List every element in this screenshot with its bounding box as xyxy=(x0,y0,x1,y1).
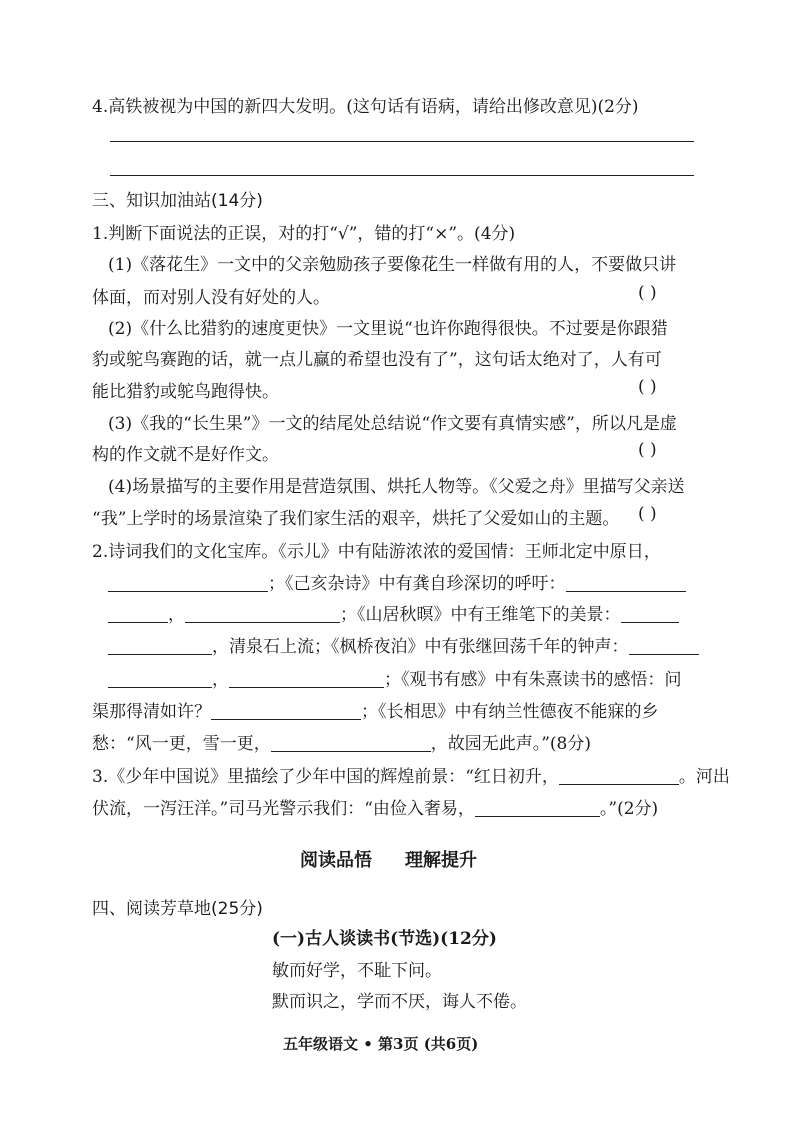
passage-line-1: 敏而好学，不耻下问。 xyxy=(272,961,442,981)
question-2-line7 xyxy=(92,729,591,754)
judge-item-1-line1: (1)《落花生》一文中的父亲勉励孩子要像花生一样做有用的人，不要做只讲 xyxy=(108,255,677,275)
q2-text: ；《山居秋暝》中有王维笔下的美景： xyxy=(340,605,621,625)
section-3-heading: 三、知识加油站(14分) xyxy=(92,191,263,211)
reading-banner-right: 理解提升 xyxy=(405,850,477,871)
question-1-prompt: 1.判断下面说法的正误，对的打“√”，错的打“×”。(4分) xyxy=(92,224,516,244)
judge-item-2-line3: 能比猎豹或鸵鸟跑得快。 xyxy=(92,382,279,402)
q3-text: 伏流，一泻汪洋。”司马光警示我们：“由俭入奢易， xyxy=(92,799,475,819)
judge-item-4-line1: (4)场景描写的主要作用是营造氛围、烘托人物等。《父爱之舟》里描写父亲送 xyxy=(108,477,685,497)
judge-item-1-line2: 体面，而对别人没有好处的人。 xyxy=(92,288,330,308)
judge-item-3-line1: (3)《我的“长生果”》一文的结尾处总结说“作文要有真情实感”，所以凡是虚 xyxy=(108,414,677,434)
q3-text: 。河出 xyxy=(678,767,730,787)
question-3-line1 xyxy=(92,762,730,787)
q2-text: ，故园无此声。”(8分) xyxy=(430,734,591,754)
q2-text: ；《观书有感》中有朱熹读书的感悟：问 xyxy=(384,670,682,690)
blank[interactable] xyxy=(566,573,686,592)
blank[interactable] xyxy=(271,733,431,752)
judge-item-2-answer[interactable]: ( ) xyxy=(638,377,657,397)
question-2-line1: 2.诗词我们的文化宝库。《示儿》中有陆游浓浓的爱国情：王师北定中原日， xyxy=(92,542,661,562)
question-4-text: 4.高铁被视为中国的新四大发明。(这句话有语病，请给出修改意见)(2分) xyxy=(92,97,639,117)
judge-item-3-answer[interactable]: ( ) xyxy=(638,440,657,460)
page-footer: 五年级语文 • 第3页 (共6页) xyxy=(283,1035,479,1053)
q2-text: 愁：“风一更，雪一更， xyxy=(92,734,271,754)
q2-text: ， xyxy=(168,605,185,625)
question-2-line6 xyxy=(92,697,659,722)
blank[interactable] xyxy=(559,766,679,785)
answer-line-1[interactable] xyxy=(110,141,694,142)
judge-item-1-answer[interactable]: ( ) xyxy=(638,283,657,303)
reading-banner-left: 阅读品悟 xyxy=(300,850,372,871)
judge-item-4-line2: “我”上学时的场景渲染了我们家生活的艰辛，烘托了父爱如山的主题。 xyxy=(92,509,620,529)
blank[interactable] xyxy=(108,636,212,655)
blank[interactable] xyxy=(108,573,268,592)
blank[interactable] xyxy=(211,701,361,720)
question-3-line2 xyxy=(92,794,658,819)
q2-text: ，清泉石上流；《枫桥夜泊》中有张继回荡千年的钟声： xyxy=(212,637,629,657)
blank[interactable] xyxy=(621,604,679,623)
section-4-heading: 四、阅读芳草地(25分) xyxy=(92,899,263,919)
judge-item-2-line2: 豹或鸵鸟赛跑的话，就一点儿赢的希望也没有了”，这句话太绝对了，人有可 xyxy=(92,350,662,370)
blank[interactable] xyxy=(108,669,212,688)
question-2-line4 xyxy=(108,632,699,657)
q3-text: 3.《少年中国说》里描绘了少年中国的辉煌前景：“红日初升， xyxy=(92,767,559,787)
q2-text: ；《长相思》中有纳兰性德夜不能寐的乡 xyxy=(361,702,659,722)
question-2-line5 xyxy=(108,665,682,690)
question-2-line2 xyxy=(108,569,686,594)
blank[interactable] xyxy=(475,798,600,817)
question-2-line3 xyxy=(108,600,679,625)
blank[interactable] xyxy=(629,636,699,655)
judge-item-2-line1: (2)《什么比猎豹的速度更快》一文里说“也许你跑得很快。不过要是你跟猎 xyxy=(108,319,668,339)
answer-line-2[interactable] xyxy=(110,175,694,176)
blank[interactable] xyxy=(229,669,384,688)
judge-item-3-line2: 构的作文就不是好作文。 xyxy=(92,445,279,465)
blank[interactable] xyxy=(108,604,168,623)
blank[interactable] xyxy=(185,604,340,623)
passage-line-2: 默而识之，学而不厌，诲人不倦。 xyxy=(272,992,527,1012)
q2-text: ；《己亥杂诗》中有龚自珍深切的呼吁： xyxy=(268,574,566,594)
judge-item-4-answer[interactable]: ( ) xyxy=(638,504,657,524)
q3-text: 。”(2分) xyxy=(599,799,659,819)
q2-text: 渠那得清如许？ xyxy=(92,702,211,722)
passage-title: (一)古人谈读书(节选)(12分) xyxy=(272,929,497,949)
q2-text: ， xyxy=(212,670,229,690)
